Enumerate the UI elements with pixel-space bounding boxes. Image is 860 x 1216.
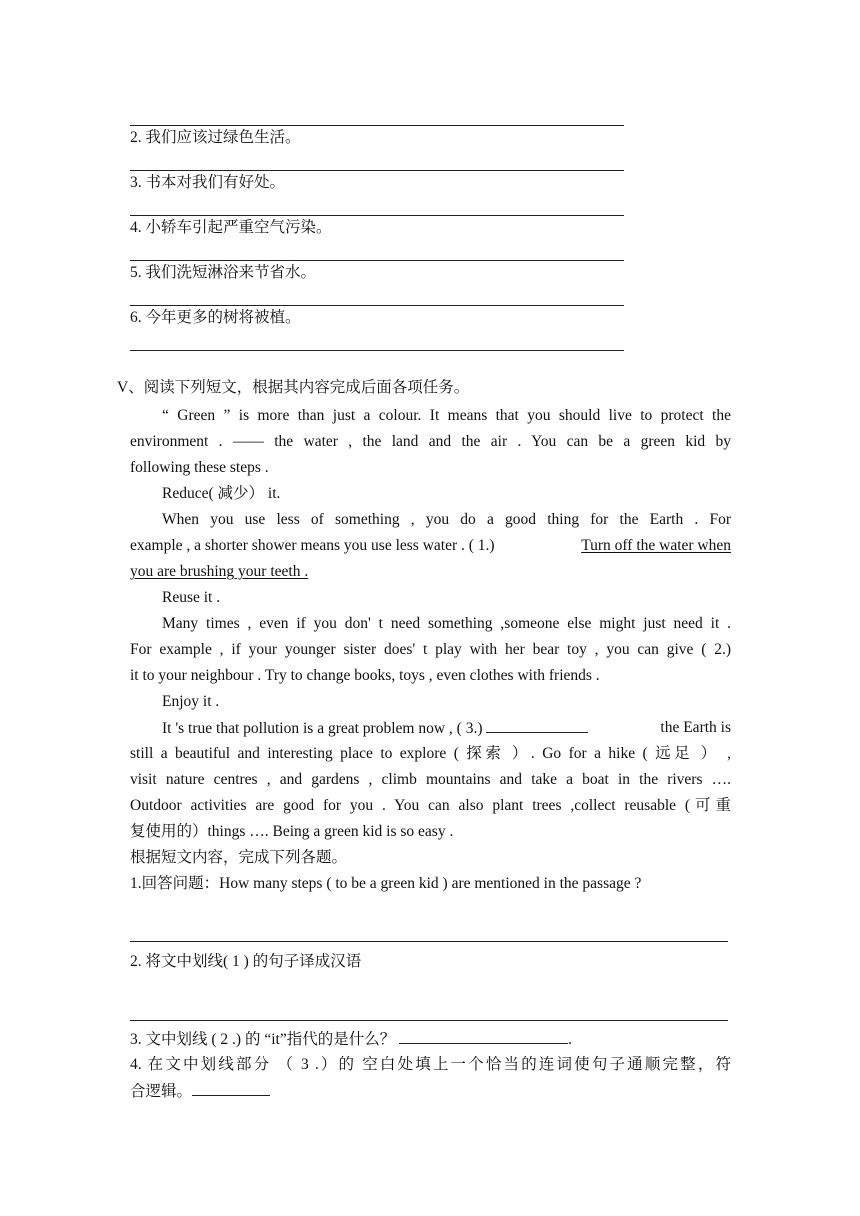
paragraph-line: following these steps . (130, 459, 269, 476)
answer-blank-q4[interactable] (192, 1081, 270, 1096)
paragraph-line: When you use less of something , you do a good thing for the Earth . For (162, 511, 731, 528)
translation-item-4: 4. 小轿车引起严重空气污染。 (130, 219, 332, 236)
translation-item-3: 3. 书本对我们有好处。 (130, 174, 286, 191)
paragraph-text: It 's true that pollution is a great problem now , ( 3.) (162, 720, 487, 737)
paragraph-line: 复使用的）things …. Being a green kid is so easy . (130, 823, 454, 840)
answer-line (130, 260, 624, 261)
subheading-enjoy: Enjoy it . (162, 693, 220, 710)
subheading-reduce: Reduce( 减少） it. (162, 485, 281, 502)
answer-line (130, 1020, 728, 1021)
question-1: 1.回答问题：How many steps ( to be a green kid ) are mentioned in the passage ? (130, 875, 642, 892)
paragraph-text: example , a shorter shower means you use less water . ( 1.) (130, 537, 495, 554)
answer-line (130, 305, 624, 306)
translation-item-2: 2. 我们应该过绿色生活。 (130, 129, 301, 146)
answer-line (130, 215, 624, 216)
subheading-reuse: Reuse it . (162, 589, 221, 606)
translation-item-6: 6. 今年更多的树将被植。 (130, 309, 301, 326)
fill-blank-3[interactable] (486, 718, 588, 733)
paragraph-line: still a beautiful and interesting place to explore ( 探索 ）. Go for a hike ( 远足 ） , (130, 745, 731, 762)
section-heading: V、阅读下列短文，根据其内容完成后面各项任务。 (117, 379, 470, 396)
answer-line (130, 350, 624, 351)
paragraph-line (130, 536, 731, 556)
question-4: 4. 在文中划线部分 （ 3 .）的 空白处填上一个恰当的连词使句子通顺完整，符 (130, 1056, 731, 1073)
question-text: 合逻辑。 (130, 1083, 193, 1100)
paragraph-line: For example , if your younger sister does' t play with her bear toy , you can give ( 2.) (130, 641, 731, 658)
paragraph-line: it to your neighbour . Try to change books, toys , even clothes with friends . (130, 667, 600, 684)
paragraph-line: environment . —— the water , the land and the air . You can be a green kid by (130, 433, 731, 450)
question-2: 2. 将文中划线( 1 ) 的句子译成汉语 (130, 953, 362, 970)
question-4-cont (130, 1081, 270, 1102)
paragraph-text: the Earth is (660, 719, 731, 736)
answer-blank-q3[interactable] (399, 1029, 568, 1044)
paragraph-line: “ Green ” is more than just a colour. It means that you should live to protect the (162, 407, 731, 424)
question-text: 3. 文中划线 ( 2 .) 的 “it”指代的是什么？ (130, 1031, 400, 1048)
underlined-sentence-1-cont: you are brushing your teeth . (130, 563, 309, 580)
paragraph-line: Outdoor activities are good for you . You can also plant trees ,collect reusable (可重 (130, 797, 731, 814)
translation-item-5: 5. 我们洗短淋浴来节省水。 (130, 264, 317, 281)
underlined-sentence-1: Turn off the water when (581, 537, 731, 554)
answer-line (130, 125, 624, 126)
question-3 (130, 1029, 572, 1050)
answer-line (130, 170, 624, 171)
question-text: . (568, 1031, 572, 1048)
answer-line (130, 941, 728, 942)
paragraph-line (162, 718, 731, 739)
paragraph-line: Many times , even if you don' t need something ,someone else might just need it . (162, 615, 731, 632)
paragraph-line: visit nature centres , and gardens , climb mountains and take a boat in the rivers …. (130, 771, 731, 788)
instructions: 根据短文内容，完成下列各题。 (130, 849, 348, 866)
